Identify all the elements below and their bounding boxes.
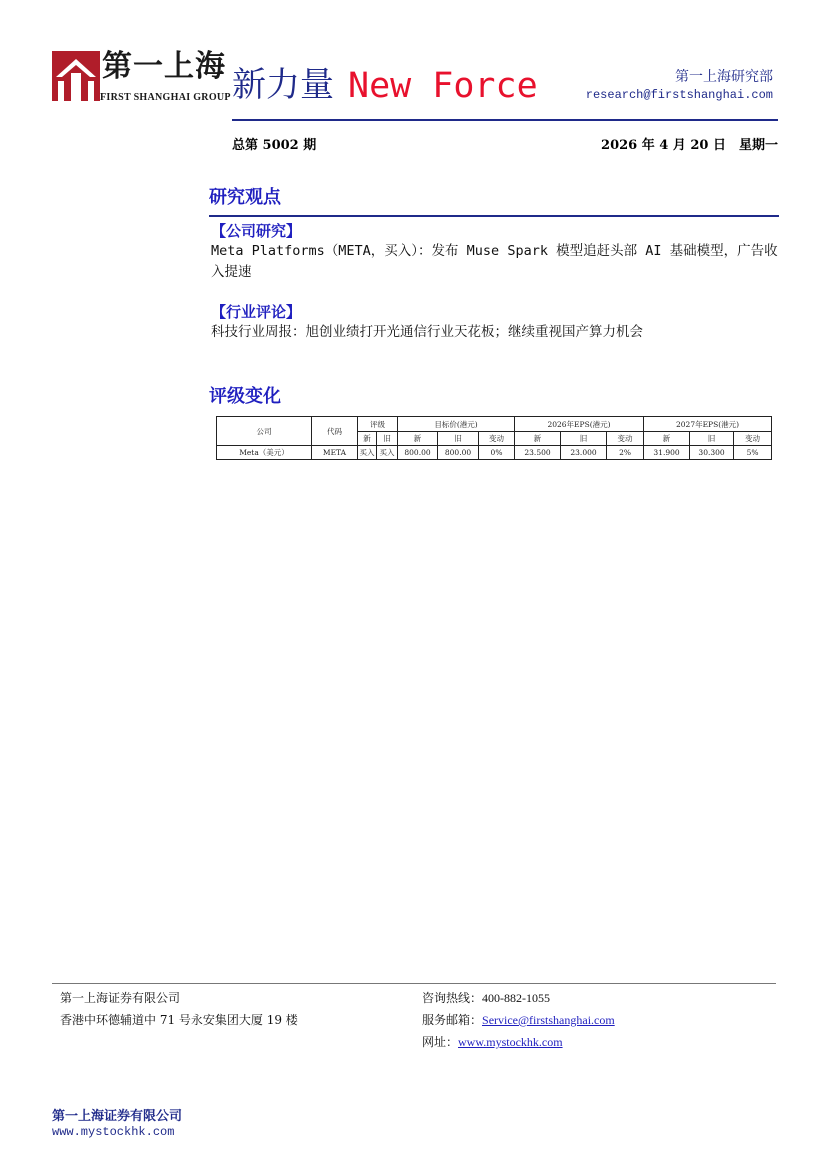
company-research-headline: Meta Platforms（META，买入）：发布 Muse Spark 模型追赶头部 AI 基础模型，广告收入提速	[211, 243, 778, 280]
website-label: 网址：	[422, 1035, 459, 1049]
cell-eps2026-old: 23.000	[561, 446, 607, 460]
research-email[interactable]: research@firstshanghai.com	[585, 88, 773, 102]
header-eps-2026: 2026年EPS(港元)	[515, 417, 644, 432]
table-header-row	[217, 417, 772, 432]
page-footer-company: 第一上海证券有限公司	[52, 1109, 183, 1124]
service-email-label: 服务邮箱：	[422, 1013, 483, 1027]
footer-hotline	[422, 989, 550, 1006]
hotline-number: 400-882-1055	[482, 991, 551, 1005]
brand-title-chinese: 新力量	[232, 65, 334, 105]
header-company: 公司	[217, 417, 312, 446]
brand-title-english: New Force	[348, 66, 538, 106]
subheader-new: 新	[515, 432, 561, 446]
website-link[interactable]: www.mystockhk.com	[458, 1035, 563, 1049]
first-shanghai-logo-icon	[52, 51, 100, 101]
rating-change-table	[216, 416, 772, 460]
cell-target-new: 800.00	[398, 446, 438, 460]
section-divider	[209, 215, 779, 217]
category-industry-review: 【行业评论】	[211, 303, 302, 321]
cell-rating-new: 买入	[358, 446, 377, 460]
hotline-label: 咨询热线：	[422, 991, 483, 1005]
subheader-old: 旧	[377, 432, 398, 446]
cell-code: META	[312, 446, 358, 460]
issue-date: 2026 年 4 月 20 日 星期一	[601, 138, 778, 153]
subheader-old: 旧	[438, 432, 479, 446]
cell-company: Meta（美元）	[217, 446, 312, 460]
industry-review-headline: 科技行业周报：旭创业绩打开光通信行业天花板；继续重视国产算力机会	[211, 324, 643, 340]
header-rating: 评级	[358, 417, 398, 432]
footer-company-name: 第一上海证券有限公司	[60, 991, 181, 1005]
footer-service-email	[422, 1011, 615, 1028]
header-code: 代码	[312, 417, 358, 446]
cell-eps2026-change: 2%	[607, 446, 644, 460]
logo-chinese-name: 第一上海	[102, 49, 226, 84]
cell-eps2027-new: 31.900	[644, 446, 690, 460]
subheader-change: 变动	[734, 432, 772, 446]
table-row	[217, 446, 772, 460]
subheader-new: 新	[644, 432, 690, 446]
cell-target-change: 0%	[479, 446, 515, 460]
cell-rating-old: 买入	[377, 446, 398, 460]
issue-number: 总第 5002 期	[232, 138, 317, 153]
subheader-new: 新	[358, 432, 377, 446]
subheader-old: 旧	[561, 432, 607, 446]
category-company-research: 【公司研究】	[211, 222, 302, 240]
section-title-research: 研究观点	[209, 187, 281, 208]
header-target-price: 目标价(港元)	[398, 417, 515, 432]
page-footer-website[interactable]: www.mystockhk.com	[52, 1125, 175, 1139]
header-divider	[232, 119, 778, 121]
footer-address: 香港中环德辅道中 71 号永安集团大厦 19 楼	[60, 1013, 298, 1027]
cell-target-old: 800.00	[438, 446, 479, 460]
cell-eps2027-change: 5%	[734, 446, 772, 460]
cell-eps2026-new: 23.500	[515, 446, 561, 460]
header-eps-2027: 2027年EPS(港元)	[644, 417, 772, 432]
service-email-link[interactable]: Service@firstshanghai.com	[482, 1013, 615, 1027]
footer-divider	[52, 983, 776, 984]
subheader-new: 新	[398, 432, 438, 446]
footer-website	[422, 1033, 563, 1050]
subheader-change: 变动	[607, 432, 644, 446]
section-title-rating: 评级变化	[209, 386, 281, 407]
logo-english-name: FIRST SHANGHAI GROUP	[100, 92, 231, 103]
subheader-change: 变动	[479, 432, 515, 446]
research-department: 第一上海研究部	[675, 69, 773, 85]
cell-eps2027-old: 30.300	[690, 446, 734, 460]
subheader-old: 旧	[690, 432, 734, 446]
